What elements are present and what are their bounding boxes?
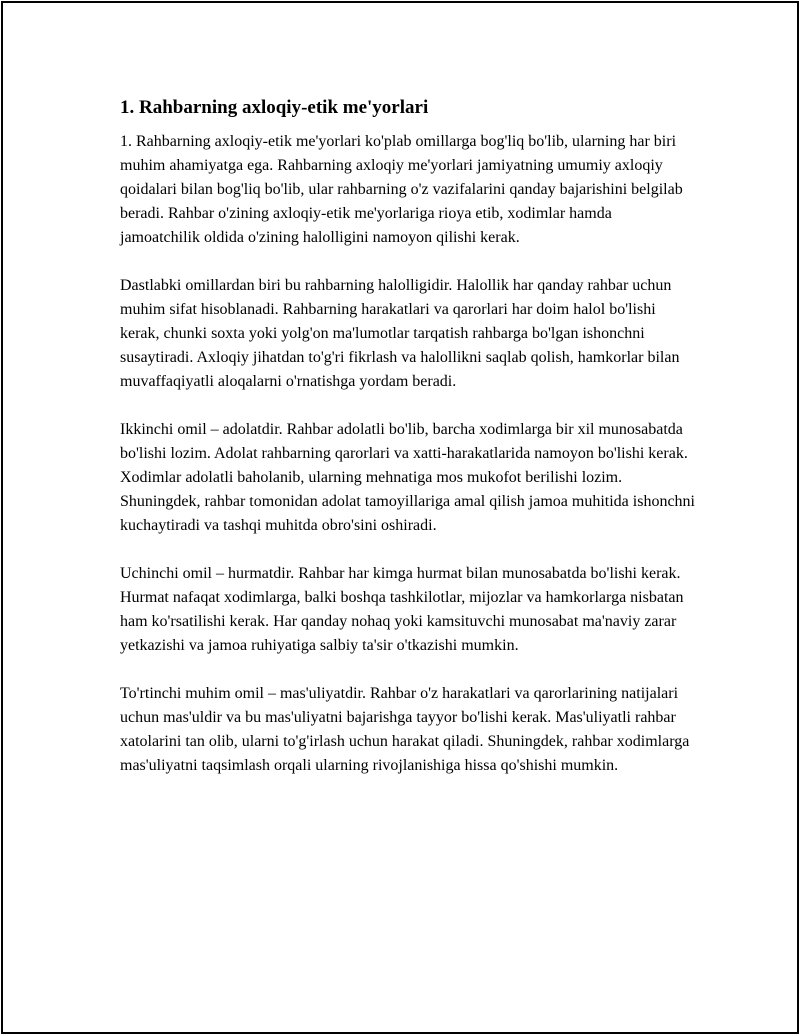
- paragraph-responsibility: To'rtinchi muhim omil – mas'uliyatdir. Rahbar o'z harakatlari va qarorlarining natijalari uchun mas'uldir va bu mas'uliyatni bajarishga tayyor bo'lishi kerak. Mas'uliyatli rahbar xatolarini tan olib, ularni to'g'irlash uchun harakat qiladi. Shuningdek, rahbar xodimlarga mas'uliyatni taqsimlash orqali ularning rivojlanishiga hissa qo'shishi mumkin.: [120, 685, 690, 774]
- paragraph-intro: 1. Rahbarning axloqiy-etik me'yorlari ko'plab omillarga bog'liq bo'lib, ularning har biri muhim ahamiyatga ega. Rahbarning axloqiy me'yorlari jamiyatning umumiy axloqiy qoidalari bilan bog'liq bo'lib, ular rahbarning o'z vazifalarini qanday bajarishini belgilab beradi. Rahbar o'zining axloqiy-etik me'yorlariga rioya etib, xodimlar hamda jamoatchilik oldida o'zining halolligini namoyon qilishi kerak.: [120, 133, 683, 246]
- document-title: 1. Rahbarning axloqiy-etik me'yorlari: [120, 97, 429, 118]
- document-body: [120, 95, 695, 802]
- paragraph-justice: Ikkinchi omil – adolatdir. Rahbar adolatli bo'lib, barcha xodimlarga bir xil munosabatda bo'lishi lozim. Adolat rahbarning qarorlari va xatti-harakatlarida namoyon bo'lishi kerak. Xodimlar adolatli baholanib, ularning mehnatiga mos mukofot berilishi lozim. Shuningdek, rahbar tomonidan adolat tamoyillariga amal qilish jamoa muhitida ishonchni kuchaytiradi va tashqi muhitda obro'sini oshiradi.: [120, 421, 695, 534]
- page-frame: [1, 1, 799, 1034]
- paragraph-respect: Uchinchi omil – hurmatdir. Rahbar har kimga hurmat bilan munosabatda bo'lishi kerak. Hurmat nafaqat xodimlarga, balki boshqa tashkilotlar, mijozlar va hamkorlarga nisbatan ham ko'rsatilishi kerak. Har qanday nohaq yoki kamsituvchi munosabat ma'naviy zarar yetkazishi va jamoa ruhiyatiga salbiy ta'sir o'tkazishi mumkin.: [120, 565, 684, 654]
- paragraph-honesty: Dastlabki omillardan biri bu rahbarning halolligidir. Halollik har qanday rahbar uchun muhim sifat hisoblanadi. Rahbarning harakatlari va qarorlari har doim halol bo'lishi kerak, chunki soxta yoki yolg'on ma'lumotlar tarqatish rahbarga bo'lgan ishonchni susaytiradi. Axloqiy jihatdan to'g'ri fikrlash va halollikni saqlab qolish, hamkorlar bilan muvaffaqiyatli aloqalarni o'rnatishga yordam beradi.: [120, 277, 680, 390]
